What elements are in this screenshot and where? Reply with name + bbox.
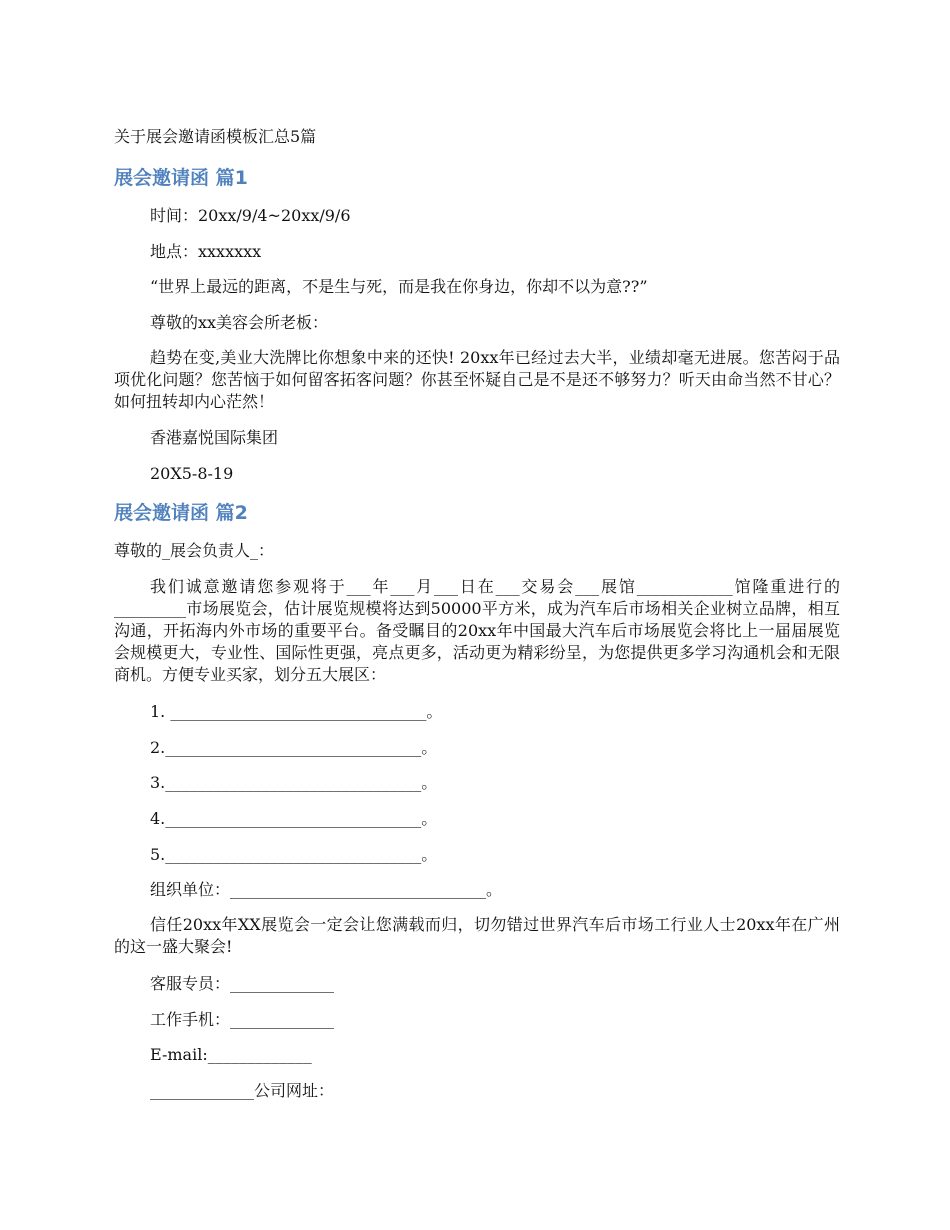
zone-item-1: 1. ________________________________。 [150,702,443,721]
quote-line: “世界上最远的距离，不是生与死，而是我在你身边，你却不以为意??” [150,277,648,296]
event-place: 地点：xxxxxxx [150,242,262,261]
email-line: E-mail:_____________ [150,1045,312,1064]
body-paragraph-1: 趋势在变,美业大洗牌比你想象中来的还快! 20xx年已经过去大半，业绩却毫无进展。您苦闷于品项优化问题？您苦恼于如何留客拓客问题？你甚至怀疑自己是不是还不够努力？听天由命当然不甘心？如何扭转却内心茫然！ [114,348,840,411]
section-heading-1: 展会邀请函 篇1 [114,167,248,189]
work-phone: 工作手机：_____________ [150,1010,335,1029]
zone-item-4: 4.________________________________。 [150,809,438,828]
section-heading-2: 展会邀请函 篇2 [114,502,248,524]
closing-paragraph: 信任20xx年XX展览会一定会让您满载而归，切勿错过世界汽车后市场工行业人士20xx年在广州的这一盛大聚会! [114,915,840,956]
website-line: _____________公司网址： [150,1081,335,1100]
organizer-line: 组织单位：________________________________。 [150,880,503,899]
signature-date: 20X5-8-19 [150,464,234,483]
zone-item-5: 5.________________________________。 [150,845,438,864]
document-title: 关于展会邀请函模板汇总5篇 [114,127,317,146]
zone-item-2: 2.________________________________。 [150,738,438,757]
salutation-2: 尊敬的_展会负责人_： [114,541,275,560]
body-paragraph-2: 我们诚意邀请您参观将于___年___月___日在___交易会___展馆____________馆隆重进行的_________市场展览会，估计展览规模将达到50000平方米，成为汽车后市场相关企业树立品牌，相互沟通，开拓海内外市场的重要平台。备受瞩目的20xx年中国最大汽车后市场展览会将比上一届届展览会规模更大，专业性、国际性更强，亮点更多，活动更为精彩纷呈，为您提供更多学习沟通机会和无限商机。方便专业买家，划分五大展区： [114,577,840,684]
event-time: 时间：20xx/9/4~20xx/9/6 [150,206,351,225]
zone-item-3: 3.________________________________。 [150,773,438,792]
service-contact: 客服专员：_____________ [150,974,335,993]
signature-org: 香港嘉悦国际集团 [150,428,279,447]
salutation-1: 尊敬的xx美容会所老板： [150,313,329,332]
